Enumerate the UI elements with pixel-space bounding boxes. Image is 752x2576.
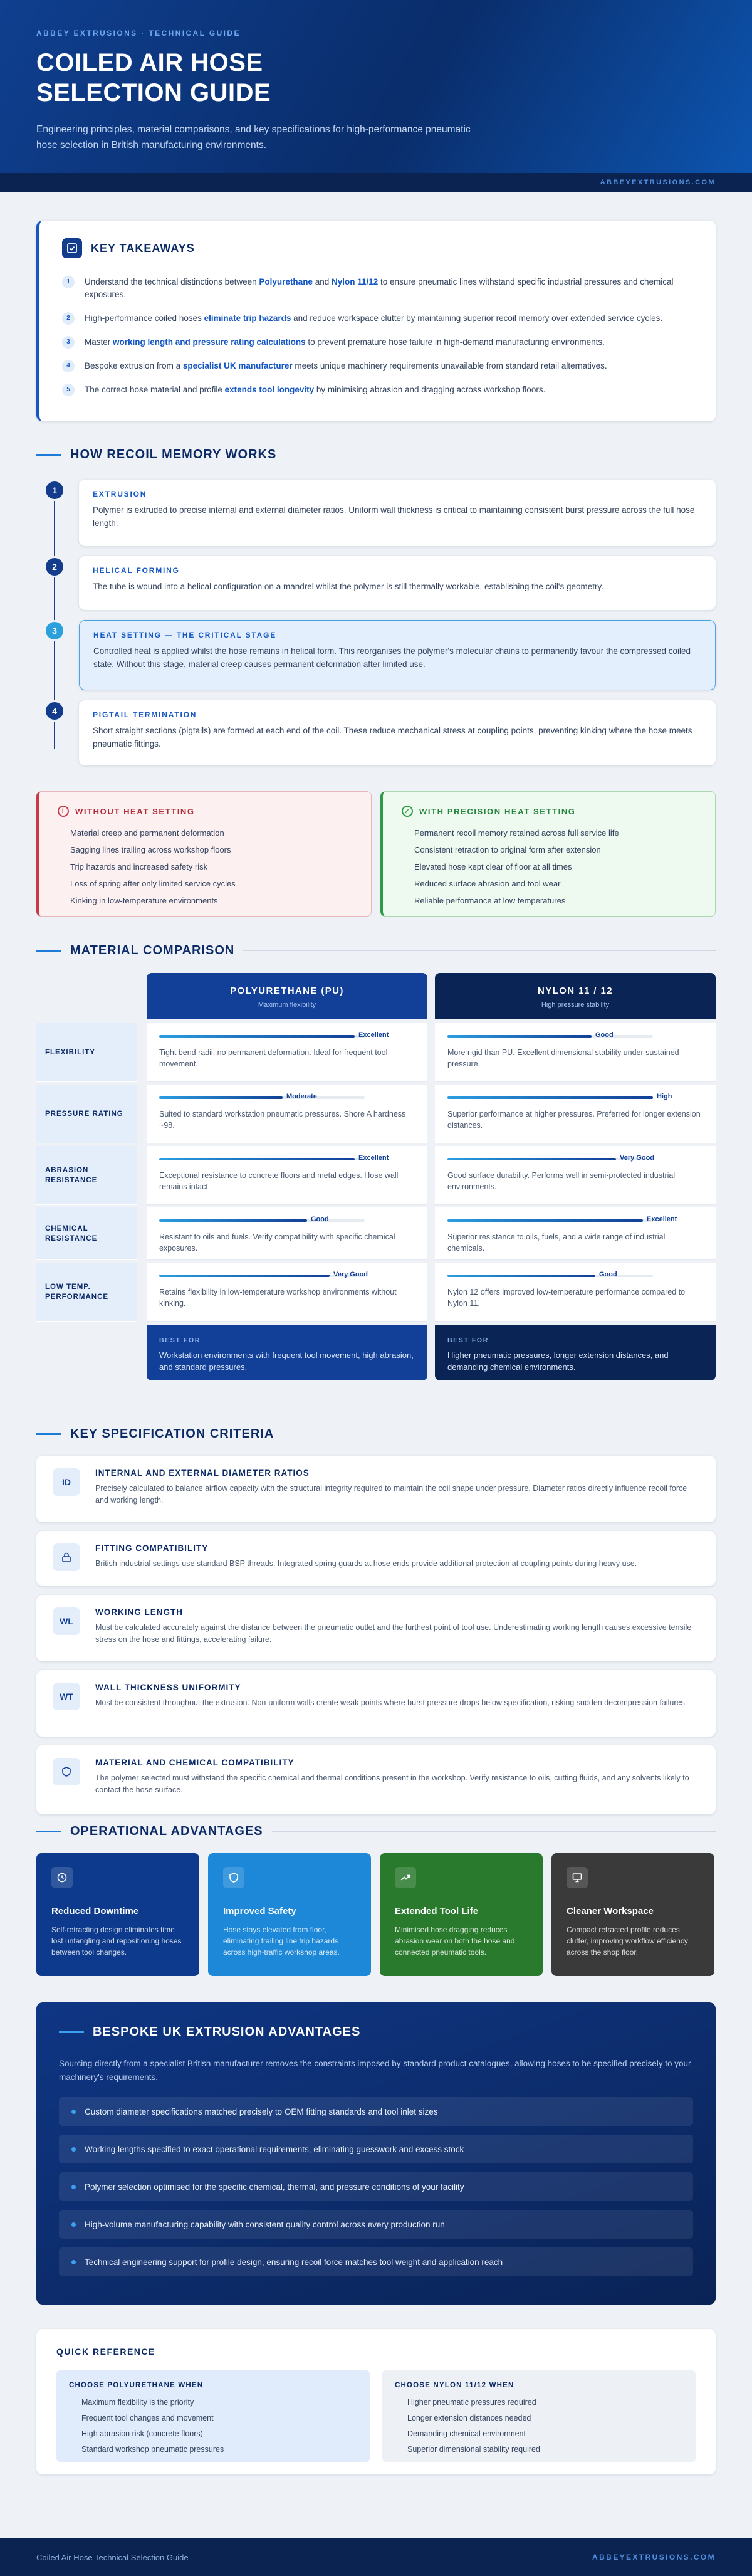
working-length-icon: WL (53, 1607, 80, 1635)
step-number: 1 (44, 480, 65, 501)
spec-card-working-length (36, 1595, 716, 1661)
bespoke-intro: Sourcing directly from a specialist British manufacturer removes the constraints imposed by standard product catalogues, allowing hoses to be specified precisely to your machinery's requirements. (59, 2059, 691, 2082)
item-highlight: working length and pressure rating calculations (113, 337, 306, 347)
step-desc: Controlled heat is applied whilst the hose remains in helical form. This reorganises the polymer's molecular chains to permanently favour the compressed coiled state. Without this stage, material creep causes permanent deformation after limited use. (93, 646, 691, 669)
item-text: Custom diameter specifications matched precisely to OEM fitting standards and tool inlet sizes (85, 2106, 438, 2116)
item-text: High-performance coiled hoses (85, 313, 204, 323)
rating-meter (159, 1093, 415, 1102)
list-item: Permanent recoil memory retained across full service life (414, 828, 619, 838)
divider (243, 950, 716, 951)
list-item: Superior dimensional stability required (407, 2445, 540, 2454)
rating-level: Good (595, 1031, 614, 1039)
id-badge-icon: ID (53, 1468, 80, 1496)
item-highlight: eliminate trip hazards (204, 313, 291, 323)
cell-polyurethane (147, 1207, 427, 1260)
rating-level: High (657, 1093, 672, 1100)
spec-desc: Must be consistent throughout the extrusion. Non-uniform walls create weak points where burst pressure drops below specification, risking sudden decompression failures. (95, 1698, 687, 1707)
item-text: Technical engineering support for profile design, ensuring recoil force matches tool weight and application reach (85, 2257, 503, 2267)
step-title: EXTRUSION (93, 490, 147, 498)
cell-nylon (435, 1023, 716, 1082)
rating-level: Good (599, 1271, 617, 1278)
list-item: Demanding chemical environment (407, 2429, 526, 2438)
section-title: KEY SPECIFICATION CRITERIA (70, 1427, 274, 1441)
divider (272, 1831, 716, 1832)
bullet-dot (71, 2147, 76, 2152)
meter-fill (159, 1035, 355, 1038)
spec-card-fitting (36, 1531, 716, 1586)
list-item: Material creep and permanent deformation (70, 828, 224, 838)
panel-title: WITHOUT HEAT SETTING (75, 806, 195, 816)
spec-desc: Must be calculated accurately against the distance between the pneumatic outlet and the furthest point of tool use. Underestimating working length causes excessive tensile stress on the hose and fittings, accelerating failure. (95, 1623, 692, 1644)
lock-icon (53, 1543, 80, 1571)
ops-desc: Minimised hose dragging reduces abrasion wear on both the hose and connected pneumatic tools. (395, 1925, 515, 1957)
item-text: by minimising abrasion and dragging across workshop floors. (314, 385, 546, 394)
heading-accent (59, 2031, 84, 2033)
list-item (62, 360, 693, 372)
meter-fill (447, 1275, 595, 1277)
domain-strip (0, 173, 752, 192)
list-item: Sagging lines trailing across workshop floors (70, 845, 231, 854)
step-desc: Short straight sections (pigtails) are formed at each end of the coil. These reduce mechanical stress at coupling points, preventing kinking where the hose meets pneumatic fittings. (93, 726, 692, 749)
meter-fill (159, 1158, 355, 1160)
step-number: 3 (44, 620, 65, 641)
list-item: Loss of spring after only limited service cycles (70, 879, 236, 888)
item-text: and (312, 277, 332, 287)
row-label: PRESSURE RATING (36, 1085, 137, 1143)
cell-text: Exceptional resistance to concrete floors and metal edges. Hose wall remains intact. (159, 1171, 399, 1191)
list-item (59, 2172, 693, 2201)
row-label: LOW TEMP. PERFORMANCE (36, 1263, 137, 1322)
item-highlight: extends tool longevity (224, 385, 315, 394)
ops-title: Extended Tool Life (395, 1906, 479, 1916)
ops-card-cleaner-workspace (551, 1853, 714, 1976)
spec-title: FITTING COMPATIBILITY (95, 1543, 209, 1553)
section-title: BESPOKE UK EXTRUSION ADVANTAGES (93, 2025, 361, 2039)
meter-fill (447, 1158, 616, 1160)
row-label: CHEMICAL RESISTANCE (36, 1207, 137, 1260)
list-item: Trip hazards and increased safety risk (70, 862, 208, 871)
list-item (62, 384, 693, 396)
bullet-dot (71, 2222, 76, 2227)
row-label: ABRASION RESISTANCE (36, 1146, 137, 1205)
bespoke-section (36, 2002, 716, 2305)
cell-polyurethane (147, 1023, 427, 1082)
rating-level: Excellent (358, 1154, 389, 1162)
ops-desc: Self-retracting design eliminates time lost untangling and repositioning hoses between tool changes. (51, 1925, 182, 1957)
cell-nylon (435, 1263, 716, 1322)
trend-up-icon (395, 1867, 416, 1888)
section-title: MATERIAL COMPARISON (70, 944, 235, 957)
ops-card-improved-safety (208, 1853, 371, 1976)
section-heading-spec (36, 1427, 716, 1441)
footer-title: Coiled Air Hose Technical Selection Guide (36, 2552, 189, 2562)
rating-level: Moderate (286, 1093, 317, 1100)
column-header-polyurethane (147, 973, 427, 1019)
cell-text: Superior performance at higher pressures. Preferred for longer extension distances. (447, 1110, 701, 1130)
hero-subtitle: Engineering principles, material comparisons, and key specifications for high-performance pneumatic hose selection in British manufacturing environments. (36, 124, 471, 150)
heading-accent (36, 1831, 61, 1832)
rating-level: Very Good (333, 1271, 368, 1278)
spec-desc: British industrial settings use standard BSP threads. Integrated spring guards at hose ends provide additional protection at coupling points during heavy use. (95, 1559, 637, 1568)
item-text: to ensure pneumatic lines withstand specific industrial pressures and chemical exposures. (85, 277, 674, 299)
ops-card-reduced-downtime (36, 1853, 199, 1976)
section-heading-ops (36, 1824, 716, 1839)
list-item: Reliable performance at low temperatures (414, 896, 566, 905)
quick-ref-title: CHOOSE POLYURETHANE WHEN (69, 2382, 204, 2389)
checklist-icon (62, 238, 82, 258)
rating-meter (159, 1271, 415, 1280)
best-for-label: BEST FOR (447, 1337, 489, 1344)
rating-level: Excellent (647, 1216, 677, 1223)
rating-level: Excellent (358, 1031, 389, 1039)
quick-ref-polyurethane (56, 2370, 370, 2462)
rating-meter (159, 1155, 415, 1164)
meter-fill (159, 1219, 307, 1222)
takeaways-title: KEY TAKEAWAYS (91, 241, 195, 255)
item-text: High-volume manufacturing capability with consistent quality control across every production run (85, 2219, 445, 2229)
column-header-nylon (435, 973, 716, 1019)
column-title: POLYURETHANE (PU) (230, 986, 344, 996)
best-for-polyurethane (147, 1325, 427, 1380)
item-number: 3 (62, 336, 75, 349)
rating-meter (447, 1271, 703, 1280)
list-item: Reduced surface abrasion and tool wear (414, 879, 561, 888)
takeaways-list (62, 276, 693, 396)
step-desc: The tube is wound into a helical configuration on a mandrel whilst the polymer is still thermally workable, establishing the coil's geometry. (93, 582, 603, 591)
cell-polyurethane (147, 1085, 427, 1143)
item-text: Understand the technical distinctions between (85, 277, 259, 287)
spec-title: MATERIAL AND CHEMICAL COMPATIBILITY (95, 1758, 295, 1767)
best-for-text: Higher pneumatic pressures, longer extension distances, and demanding chemical environments. (447, 1350, 669, 1372)
meter-fill (447, 1096, 653, 1099)
quick-reference-card (36, 2329, 716, 2474)
step-card-pigtail-termination (79, 700, 716, 765)
spec-desc: The polymer selected must withstand the specific chemical and thermal conditions present in the workshop. Verify resistance to oils, cutting fluids, and any solvents likely to contact the hose surface. (95, 1774, 689, 1794)
section-heading-material (36, 944, 716, 958)
rating-meter (447, 1155, 703, 1164)
bullet-dot (71, 2185, 76, 2189)
spec-card-wall-thickness (36, 1670, 716, 1737)
ops-card-extended-tool-life (380, 1853, 543, 1976)
section-heading-recoil (36, 448, 716, 462)
cell-nylon (435, 1146, 716, 1205)
rating-meter (159, 1216, 415, 1225)
quick-ref-nylon (382, 2370, 696, 2462)
without-heat-setting-panel (36, 791, 372, 917)
cell-polyurethane (147, 1146, 427, 1205)
list-item: Kinking in low-temperature environments (70, 896, 218, 905)
item-number: 4 (62, 360, 75, 372)
spec-card-chemical (36, 1745, 716, 1814)
bullet-dot (71, 2260, 76, 2264)
item-text: Polymer selection optimised for the specific chemical, thermal, and pressure conditions of your facility (85, 2182, 464, 2192)
list-item (62, 336, 693, 349)
wall-thickness-icon: WT (53, 1683, 80, 1710)
list-item: Standard workshop pneumatic pressures (81, 2445, 224, 2454)
cell-text: Nylon 12 offers improved low-temperature performance compared to Nylon 11. (447, 1288, 686, 1308)
domain-link[interactable]: ABBEYEXTRUSIONS.COM (600, 179, 716, 186)
list-item: Longer extension distances needed (407, 2414, 531, 2422)
item-highlight: Nylon 11/12 (331, 277, 379, 287)
item-number: 1 (62, 276, 75, 288)
list-item (59, 2097, 693, 2126)
list-item (59, 2135, 693, 2163)
step-desc: Polymer is extruded to precise internal and external diameter ratios. Uniform wall thickness is critical to maintaining consistent burst pressure across the full hose length. (93, 505, 695, 528)
list-item (59, 2247, 693, 2276)
item-text: to prevent premature hose failure in high-demand manufacturing environments. (305, 337, 605, 347)
rating-level: Good (311, 1216, 329, 1223)
best-for-label: BEST FOR (159, 1337, 201, 1344)
key-takeaways-card (36, 221, 716, 421)
item-text: Working lengths specified to exact operational requirements, eliminating guesswork and excess stock (85, 2144, 464, 2154)
bespoke-list (59, 2097, 693, 2276)
spec-title: INTERNAL AND EXTERNAL DIAMETER RATIOS (95, 1468, 310, 1478)
panel-title: WITH PRECISION HEAT SETTING (419, 806, 576, 816)
cell-text: Superior resistance to oils, fuels, and a wide range of industrial chemicals. (447, 1233, 666, 1253)
heading-accent (36, 454, 61, 456)
column-subtitle: Maximum flexibility (258, 1001, 316, 1009)
shield-icon (53, 1758, 80, 1785)
best-for-nylon (435, 1325, 716, 1380)
spec-card-diameter (36, 1456, 716, 1522)
cell-text: Suited to standard workstation pneumatic pressures. Shore A hardness ~98. (159, 1110, 406, 1130)
clock-icon (51, 1867, 73, 1888)
spec-title: WORKING LENGTH (95, 1607, 183, 1617)
step-card-extrusion (79, 480, 716, 546)
hero-header (0, 0, 752, 173)
cell-text: Resistant to oils and fuels. Verify compatibility with specific chemical exposures. (159, 1233, 395, 1253)
bullet-dot (71, 2110, 76, 2114)
item-highlight: Polyurethane (259, 277, 313, 287)
ops-title: Improved Safety (223, 1906, 296, 1916)
item-text: The correct hose material and profile (85, 385, 225, 394)
list-item: Consistent retraction to original form after extension (414, 845, 601, 854)
cell-text: Tight bend radii, no permanent deformation. Ideal for frequent tool movement. (159, 1048, 388, 1068)
item-number: 5 (62, 384, 75, 396)
item-text: meets unique machinery requirements unavailable from standard retail alternatives. (292, 361, 607, 371)
list-item: Frequent tool changes and movement (81, 2414, 214, 2422)
meter-fill (159, 1275, 330, 1277)
row-label: FLEXIBILITY (36, 1023, 137, 1082)
cell-text: Retains flexibility in low-temperature workshop environments without kinking. (159, 1288, 397, 1308)
cell-polyurethane (147, 1263, 427, 1322)
ops-title: Reduced Downtime (51, 1906, 139, 1916)
footer-domain-link[interactable]: ABBEYEXTRUSIONS.COM (592, 2553, 716, 2562)
heading-accent (36, 950, 61, 952)
item-text: Bespoke extrusion from a (85, 361, 183, 371)
rating-meter (447, 1093, 703, 1102)
heading-accent (36, 1433, 61, 1435)
step-card-helical-forming (79, 556, 716, 610)
cell-text: Good surface durability. Performs well in semi-protected industrial environments. (447, 1171, 676, 1191)
spec-title: WALL THICKNESS UNIFORMITY (95, 1683, 241, 1692)
list-item: Maximum flexibility is the priority (81, 2398, 194, 2407)
cell-text: More rigid than PU. Excellent dimensional stability under sustained pressure. (447, 1048, 679, 1068)
meter-fill (159, 1096, 283, 1099)
cell-nylon (435, 1207, 716, 1260)
step-title: PIGTAIL TERMINATION (93, 710, 197, 719)
x-circle-icon: ! (58, 806, 69, 817)
list-item (59, 2210, 693, 2239)
page-title: COILED AIR HOSE SELECTION GUIDE (36, 49, 271, 107)
quick-reference-title: QUICK REFERENCE (56, 2347, 155, 2357)
item-highlight: specialist UK manufacturer (182, 361, 293, 371)
page-footer (0, 2538, 752, 2576)
step-number: 4 (44, 700, 65, 722)
step-title: HEAT SETTING — THE CRITICAL STAGE (93, 631, 277, 639)
item-number: 2 (62, 312, 75, 325)
shield-icon (223, 1867, 244, 1888)
step-number: 2 (44, 556, 65, 577)
step-card-heat-setting (79, 620, 716, 690)
list-item: Higher pneumatic pressures required (407, 2398, 536, 2407)
item-text: and reduce workspace clutter by maintaining superior recoil memory over extended service cycles. (291, 313, 663, 323)
best-for-text: Workstation environments with frequent tool movement, high abrasion, and standard pressures. (159, 1350, 414, 1372)
rating-meter (447, 1032, 703, 1041)
section-title: OPERATIONAL ADVANTAGES (70, 1824, 263, 1838)
column-subtitle: High pressure stability (541, 1001, 610, 1009)
ops-desc: Compact retracted profile reduces clutter, improving workflow efficiency across the shop floor. (567, 1925, 688, 1957)
rating-meter (447, 1216, 703, 1225)
rating-level: Very Good (620, 1154, 655, 1162)
list-item: High abrasion risk (concrete floors) (81, 2429, 203, 2438)
section-title: HOW RECOIL MEMORY WORKS (70, 448, 277, 461)
rating-meter (159, 1032, 415, 1041)
list-item (62, 312, 693, 325)
cell-nylon (435, 1085, 716, 1143)
monitor-icon (567, 1867, 588, 1888)
hero-eyebrow: ABBEY EXTRUSIONS · TECHNICAL GUIDE (36, 29, 241, 38)
meter-fill (447, 1035, 592, 1038)
list-item: Elevated hose kept clear of floor at all times (414, 862, 572, 871)
item-text: Master (85, 337, 113, 347)
with-heat-setting-panel (380, 791, 716, 917)
meter-fill (447, 1219, 643, 1222)
check-circle-icon: ✓ (402, 806, 413, 817)
ops-desc: Hose stays elevated from floor, eliminating trailing line trip hazards across high-traffic workshop areas. (223, 1925, 340, 1957)
quick-ref-title: CHOOSE NYLON 11/12 WHEN (395, 2382, 514, 2389)
spec-desc: Precisely calculated to balance airflow capacity with the structural integrity required to maintain the coil shape under pressure. Diameter ratios directly influence recoil force and working length. (95, 1484, 687, 1505)
ops-title: Cleaner Workspace (567, 1906, 654, 1916)
step-title: HELICAL FORMING (93, 566, 180, 575)
list-item (62, 276, 693, 301)
column-title: NYLON 11 / 12 (538, 986, 613, 996)
recoil-steps (36, 480, 716, 765)
